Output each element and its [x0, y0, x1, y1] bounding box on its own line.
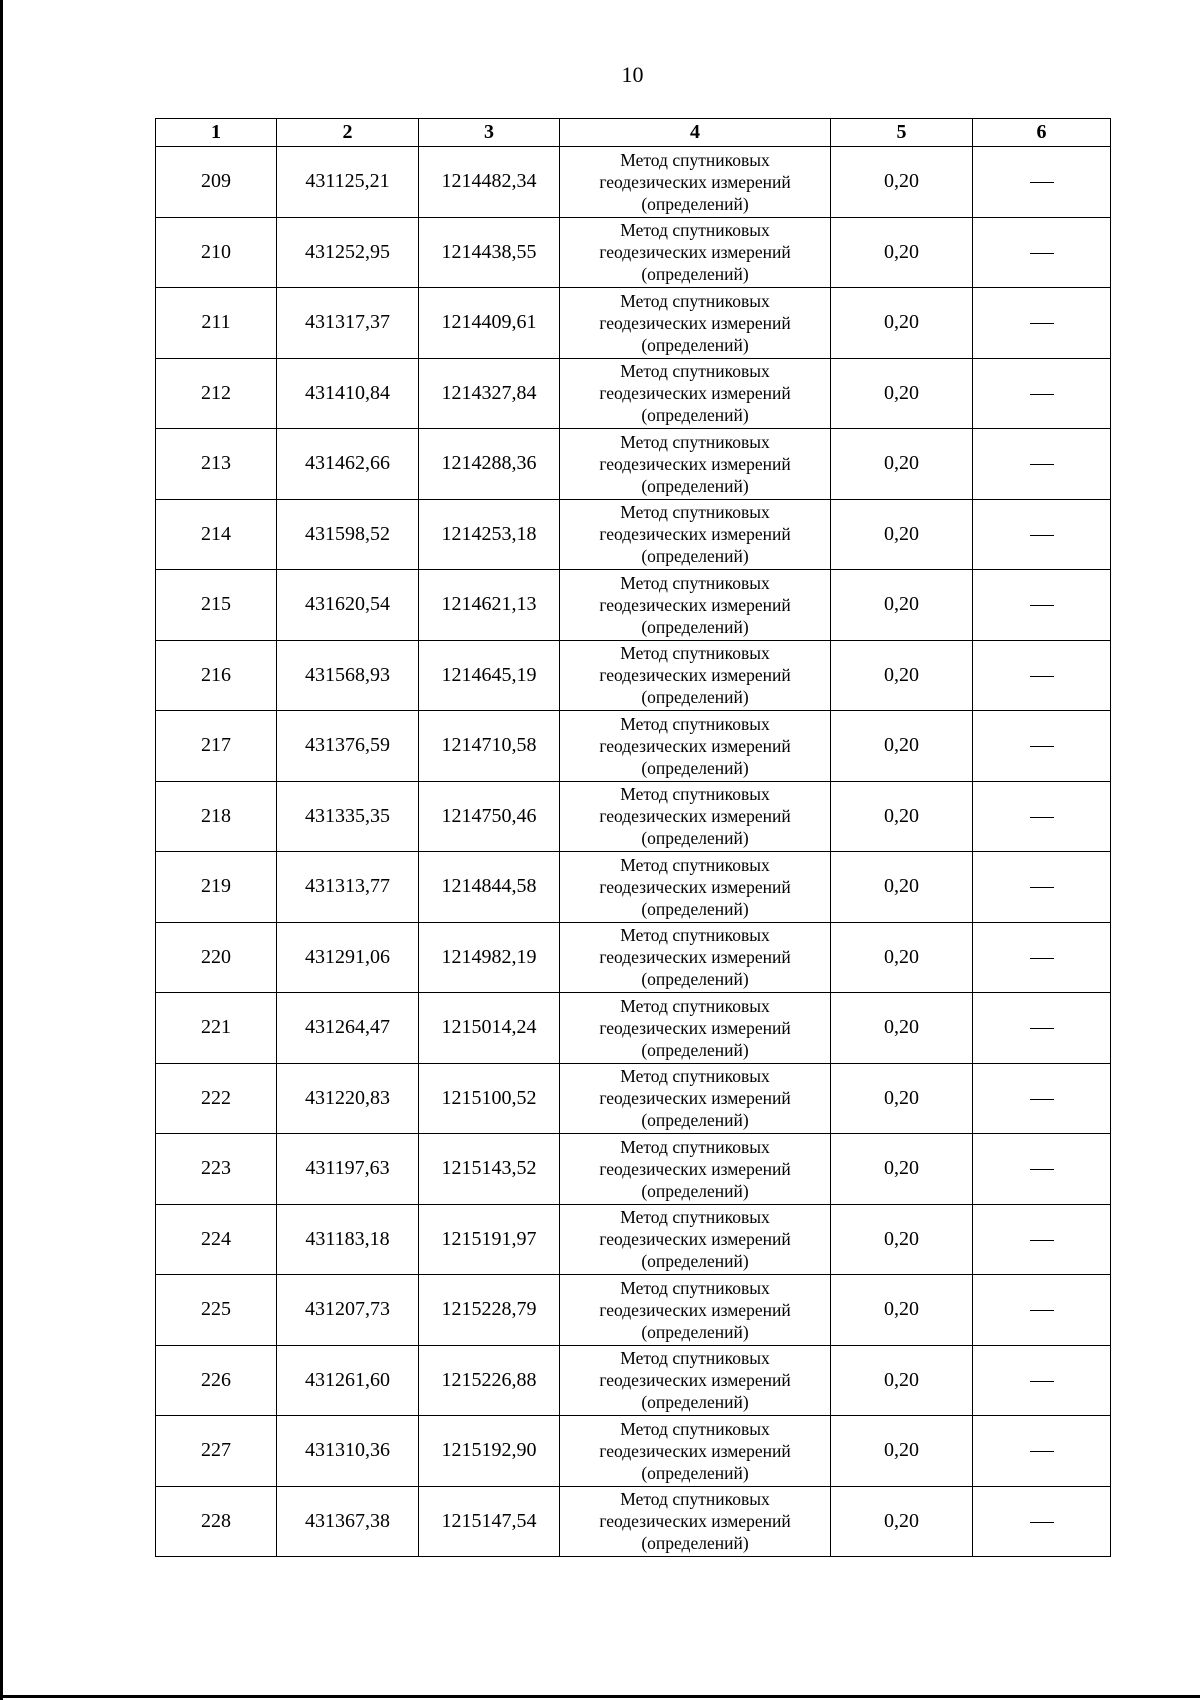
- method-text-line: Метод спутниковых: [620, 220, 770, 241]
- method-cell: [560, 499, 831, 570]
- coordinate-x-cell: 431264,47: [277, 993, 419, 1064]
- note-cell: [973, 711, 1111, 782]
- note-cell: [973, 499, 1111, 570]
- method-text-line: (определений): [641, 616, 749, 637]
- method-cell: [560, 852, 831, 923]
- header-col-2: 2: [277, 119, 419, 147]
- method-text-line: Метод спутниковых: [620, 1066, 770, 1087]
- coordinate-y-cell: 1214327,84: [419, 358, 560, 429]
- table-row: [156, 358, 1111, 429]
- point-number-cell: 223: [156, 1134, 277, 1205]
- method-text-line: геодезических измерений: [599, 1017, 791, 1038]
- table-row: [156, 570, 1111, 641]
- em-dash: [1030, 182, 1054, 183]
- coordinate-x-cell: 431598,52: [277, 499, 419, 570]
- accuracy-cell: 0,20: [831, 570, 973, 641]
- coordinate-y-cell: 1215143,52: [419, 1134, 560, 1205]
- table-row: [156, 499, 1111, 570]
- method-text-line: геодезических измерений: [599, 1370, 791, 1391]
- method-text-line: (определений): [641, 193, 749, 214]
- coordinate-y-cell: 1214288,36: [419, 429, 560, 500]
- method-text-line: геодезических измерений: [599, 876, 791, 897]
- method-cell: [560, 1063, 831, 1134]
- coordinates-table: [155, 118, 1111, 1557]
- method-cell: [560, 358, 831, 429]
- method-text-line: геодезических измерений: [599, 453, 791, 474]
- accuracy-cell: 0,20: [831, 1345, 973, 1416]
- point-number-cell: 218: [156, 781, 277, 852]
- method-text-line: (определений): [641, 1392, 749, 1413]
- header-col-5: 5: [831, 119, 973, 147]
- note-cell: [973, 781, 1111, 852]
- coordinate-x-cell: 431376,59: [277, 711, 419, 782]
- method-text-line: геодезических измерений: [599, 665, 791, 686]
- method-text-line: (определений): [641, 1110, 749, 1131]
- method-text-line: геодезических измерений: [599, 312, 791, 333]
- point-number-cell: 215: [156, 570, 277, 641]
- table-row: [156, 852, 1111, 923]
- method-text-line: Метод спутниковых: [620, 502, 770, 523]
- accuracy-cell: 0,20: [831, 217, 973, 288]
- method-text-line: геодезических измерений: [599, 1088, 791, 1109]
- point-number-cell: 214: [156, 499, 277, 570]
- method-text-line: Метод спутниковых: [620, 290, 770, 311]
- note-cell: [973, 147, 1111, 218]
- method-text-line: (определений): [641, 1462, 749, 1483]
- accuracy-cell: 0,20: [831, 1486, 973, 1557]
- coordinate-y-cell: 1215014,24: [419, 993, 560, 1064]
- em-dash: [1030, 1169, 1054, 1170]
- method-text-line: геодезических измерений: [599, 171, 791, 192]
- coordinate-x-cell: 431261,60: [277, 1345, 419, 1416]
- note-cell: [973, 1345, 1111, 1416]
- method-text-line: геодезических измерений: [599, 594, 791, 615]
- method-cell: [560, 922, 831, 993]
- table-row: [156, 640, 1111, 711]
- header-col-4: 4: [560, 119, 831, 147]
- point-number-cell: 221: [156, 993, 277, 1064]
- coordinate-y-cell: 1214844,58: [419, 852, 560, 923]
- table-row: [156, 1416, 1111, 1487]
- point-number-cell: 224: [156, 1204, 277, 1275]
- coordinate-x-cell: 431220,83: [277, 1063, 419, 1134]
- method-text-line: геодезических измерений: [599, 383, 791, 404]
- coordinate-x-cell: 431367,38: [277, 1486, 419, 1557]
- method-text-line: геодезических измерений: [599, 242, 791, 263]
- method-text-line: (определений): [641, 405, 749, 426]
- point-number-cell: 211: [156, 288, 277, 359]
- table-row: [156, 781, 1111, 852]
- point-number-cell: 225: [156, 1275, 277, 1346]
- method-cell: [560, 1134, 831, 1205]
- header-col-1: 1: [156, 119, 277, 147]
- note-cell: [973, 429, 1111, 500]
- method-text-line: (определений): [641, 546, 749, 567]
- em-dash: [1030, 1028, 1054, 1029]
- method-text-line: (определений): [641, 264, 749, 285]
- method-cell: [560, 570, 831, 641]
- accuracy-cell: 0,20: [831, 993, 973, 1064]
- coordinate-x-cell: 431620,54: [277, 570, 419, 641]
- point-number-cell: 228: [156, 1486, 277, 1557]
- note-cell: [973, 288, 1111, 359]
- point-number-cell: 227: [156, 1416, 277, 1487]
- em-dash: [1030, 253, 1054, 254]
- method-cell: [560, 288, 831, 359]
- table-row: [156, 711, 1111, 782]
- coordinate-y-cell: 1214645,19: [419, 640, 560, 711]
- method-text-line: (определений): [641, 898, 749, 919]
- table-row: [156, 1275, 1111, 1346]
- note-cell: [973, 640, 1111, 711]
- em-dash: [1030, 1451, 1054, 1452]
- accuracy-cell: 0,20: [831, 1063, 973, 1134]
- method-cell: [560, 1204, 831, 1275]
- table-row: [156, 1134, 1111, 1205]
- method-text-line: Метод спутниковых: [620, 572, 770, 593]
- table-row: [156, 922, 1111, 993]
- accuracy-cell: 0,20: [831, 1275, 973, 1346]
- method-text-line: Метод спутниковых: [620, 713, 770, 734]
- point-number-cell: 222: [156, 1063, 277, 1134]
- method-text-line: Метод спутниковых: [620, 1348, 770, 1369]
- method-text-line: геодезических измерений: [599, 1299, 791, 1320]
- accuracy-cell: 0,20: [831, 922, 973, 993]
- coordinate-x-cell: 431317,37: [277, 288, 419, 359]
- em-dash: [1030, 1310, 1054, 1311]
- table-row: [156, 147, 1111, 218]
- page-number: 10: [621, 62, 644, 87]
- table-row: [156, 217, 1111, 288]
- note-cell: [973, 1063, 1111, 1134]
- method-text-line: геодезических измерений: [599, 1158, 791, 1179]
- accuracy-cell: 0,20: [831, 781, 973, 852]
- coordinate-x-cell: 431310,36: [277, 1416, 419, 1487]
- method-text-line: Метод спутниковых: [620, 854, 770, 875]
- method-cell: [560, 711, 831, 782]
- method-cell: [560, 1486, 831, 1557]
- accuracy-cell: 0,20: [831, 711, 973, 782]
- note-cell: [973, 1204, 1111, 1275]
- point-number-cell: 219: [156, 852, 277, 923]
- method-text-line: (определений): [641, 1039, 749, 1060]
- table-row: [156, 1345, 1111, 1416]
- em-dash: [1030, 323, 1054, 324]
- method-text-line: геодезических измерений: [599, 1511, 791, 1532]
- method-cell: [560, 640, 831, 711]
- table-header-row: [156, 119, 1111, 147]
- method-text-line: Метод спутниковых: [620, 1277, 770, 1298]
- accuracy-cell: 0,20: [831, 1204, 973, 1275]
- method-text-line: Метод спутниковых: [620, 1207, 770, 1228]
- method-text-line: Метод спутниковых: [620, 149, 770, 170]
- method-cell: [560, 781, 831, 852]
- point-number-cell: 216: [156, 640, 277, 711]
- scan-edge-left: [0, 0, 3, 1700]
- method-cell: [560, 1275, 831, 1346]
- note-cell: [973, 217, 1111, 288]
- method-text-line: Метод спутниковых: [620, 1489, 770, 1510]
- accuracy-cell: 0,20: [831, 852, 973, 923]
- em-dash: [1030, 535, 1054, 536]
- coordinate-y-cell: 1215191,97: [419, 1204, 560, 1275]
- coordinate-y-cell: 1215100,52: [419, 1063, 560, 1134]
- accuracy-cell: 0,20: [831, 1134, 973, 1205]
- coordinate-y-cell: 1214982,19: [419, 922, 560, 993]
- coordinate-y-cell: 1214438,55: [419, 217, 560, 288]
- method-text-line: геодезических измерений: [599, 806, 791, 827]
- coordinate-y-cell: 1214253,18: [419, 499, 560, 570]
- coordinate-y-cell: 1214750,46: [419, 781, 560, 852]
- coordinate-y-cell: 1214621,13: [419, 570, 560, 641]
- em-dash: [1030, 1240, 1054, 1241]
- coordinate-x-cell: 431462,66: [277, 429, 419, 500]
- table-row: [156, 288, 1111, 359]
- note-cell: [973, 993, 1111, 1064]
- method-text-line: (определений): [641, 334, 749, 355]
- method-text-line: Метод спутниковых: [620, 361, 770, 382]
- coordinate-x-cell: 431125,21: [277, 147, 419, 218]
- coordinate-x-cell: 431197,63: [277, 1134, 419, 1205]
- em-dash: [1030, 817, 1054, 818]
- method-text-line: Метод спутниковых: [620, 925, 770, 946]
- point-number-cell: 226: [156, 1345, 277, 1416]
- header-col-3: 3: [419, 119, 560, 147]
- method-cell: [560, 429, 831, 500]
- method-text-line: геодезических измерений: [599, 1229, 791, 1250]
- coordinate-x-cell: 431207,73: [277, 1275, 419, 1346]
- point-number-cell: 209: [156, 147, 277, 218]
- coordinate-x-cell: 431313,77: [277, 852, 419, 923]
- note-cell: [973, 922, 1111, 993]
- em-dash: [1030, 676, 1054, 677]
- method-cell: [560, 1416, 831, 1487]
- em-dash: [1030, 394, 1054, 395]
- method-text-line: геодезических измерений: [599, 1440, 791, 1461]
- method-text-line: (определений): [641, 687, 749, 708]
- coordinate-y-cell: 1215228,79: [419, 1275, 560, 1346]
- method-cell: [560, 147, 831, 218]
- note-cell: [973, 852, 1111, 923]
- em-dash: [1030, 887, 1054, 888]
- method-text-line: геодезических измерений: [599, 735, 791, 756]
- note-cell: [973, 1486, 1111, 1557]
- method-text-line: (определений): [641, 1180, 749, 1201]
- em-dash: [1030, 464, 1054, 465]
- method-text-line: геодезических измерений: [599, 947, 791, 968]
- method-text-line: (определений): [641, 1533, 749, 1554]
- method-text-line: (определений): [641, 757, 749, 778]
- method-cell: [560, 1345, 831, 1416]
- method-text-line: геодезических измерений: [599, 524, 791, 545]
- em-dash: [1030, 958, 1054, 959]
- point-number-cell: 220: [156, 922, 277, 993]
- coordinate-y-cell: 1215192,90: [419, 1416, 560, 1487]
- accuracy-cell: 0,20: [831, 640, 973, 711]
- note-cell: [973, 570, 1111, 641]
- table-row: [156, 1063, 1111, 1134]
- coordinate-x-cell: 431568,93: [277, 640, 419, 711]
- method-cell: [560, 993, 831, 1064]
- em-dash: [1030, 746, 1054, 747]
- method-text-line: (определений): [641, 969, 749, 990]
- table-row: [156, 1204, 1111, 1275]
- accuracy-cell: 0,20: [831, 1416, 973, 1487]
- coordinate-y-cell: 1215147,54: [419, 1486, 560, 1557]
- coordinate-y-cell: 1214710,58: [419, 711, 560, 782]
- table-row: [156, 1486, 1111, 1557]
- note-cell: [973, 1275, 1111, 1346]
- table-row: [156, 429, 1111, 500]
- coordinate-y-cell: 1215226,88: [419, 1345, 560, 1416]
- method-text-line: (определений): [641, 828, 749, 849]
- accuracy-cell: 0,20: [831, 429, 973, 500]
- accuracy-cell: 0,20: [831, 288, 973, 359]
- method-text-line: Метод спутниковых: [620, 431, 770, 452]
- note-cell: [973, 358, 1111, 429]
- table-row: [156, 993, 1111, 1064]
- note-cell: [973, 1416, 1111, 1487]
- coordinate-x-cell: 431183,18: [277, 1204, 419, 1275]
- method-text-line: (определений): [641, 1321, 749, 1342]
- em-dash: [1030, 605, 1054, 606]
- method-text-line: Метод спутниковых: [620, 1136, 770, 1157]
- accuracy-cell: 0,20: [831, 147, 973, 218]
- method-text-line: (определений): [641, 475, 749, 496]
- coordinate-x-cell: 431335,35: [277, 781, 419, 852]
- point-number-cell: 213: [156, 429, 277, 500]
- point-number-cell: 217: [156, 711, 277, 782]
- accuracy-cell: 0,20: [831, 499, 973, 570]
- method-text-line: Метод спутниковых: [620, 995, 770, 1016]
- point-number-cell: 212: [156, 358, 277, 429]
- point-number-cell: 210: [156, 217, 277, 288]
- em-dash: [1030, 1099, 1054, 1100]
- em-dash: [1030, 1381, 1054, 1382]
- coordinate-x-cell: 431252,95: [277, 217, 419, 288]
- coordinate-x-cell: 431410,84: [277, 358, 419, 429]
- coordinate-y-cell: 1214482,34: [419, 147, 560, 218]
- note-cell: [973, 1134, 1111, 1205]
- method-cell: [560, 217, 831, 288]
- accuracy-cell: 0,20: [831, 358, 973, 429]
- coordinate-y-cell: 1214409,61: [419, 288, 560, 359]
- method-text-line: Метод спутниковых: [620, 784, 770, 805]
- method-text-line: Метод спутниковых: [620, 1418, 770, 1439]
- scan-edge-bottom: [0, 1695, 1200, 1698]
- em-dash: [1030, 1522, 1054, 1523]
- table-body: [156, 147, 1111, 1557]
- method-text-line: (определений): [641, 1251, 749, 1272]
- method-text-line: Метод спутниковых: [620, 643, 770, 664]
- coordinate-x-cell: 431291,06: [277, 922, 419, 993]
- header-col-6: 6: [973, 119, 1111, 147]
